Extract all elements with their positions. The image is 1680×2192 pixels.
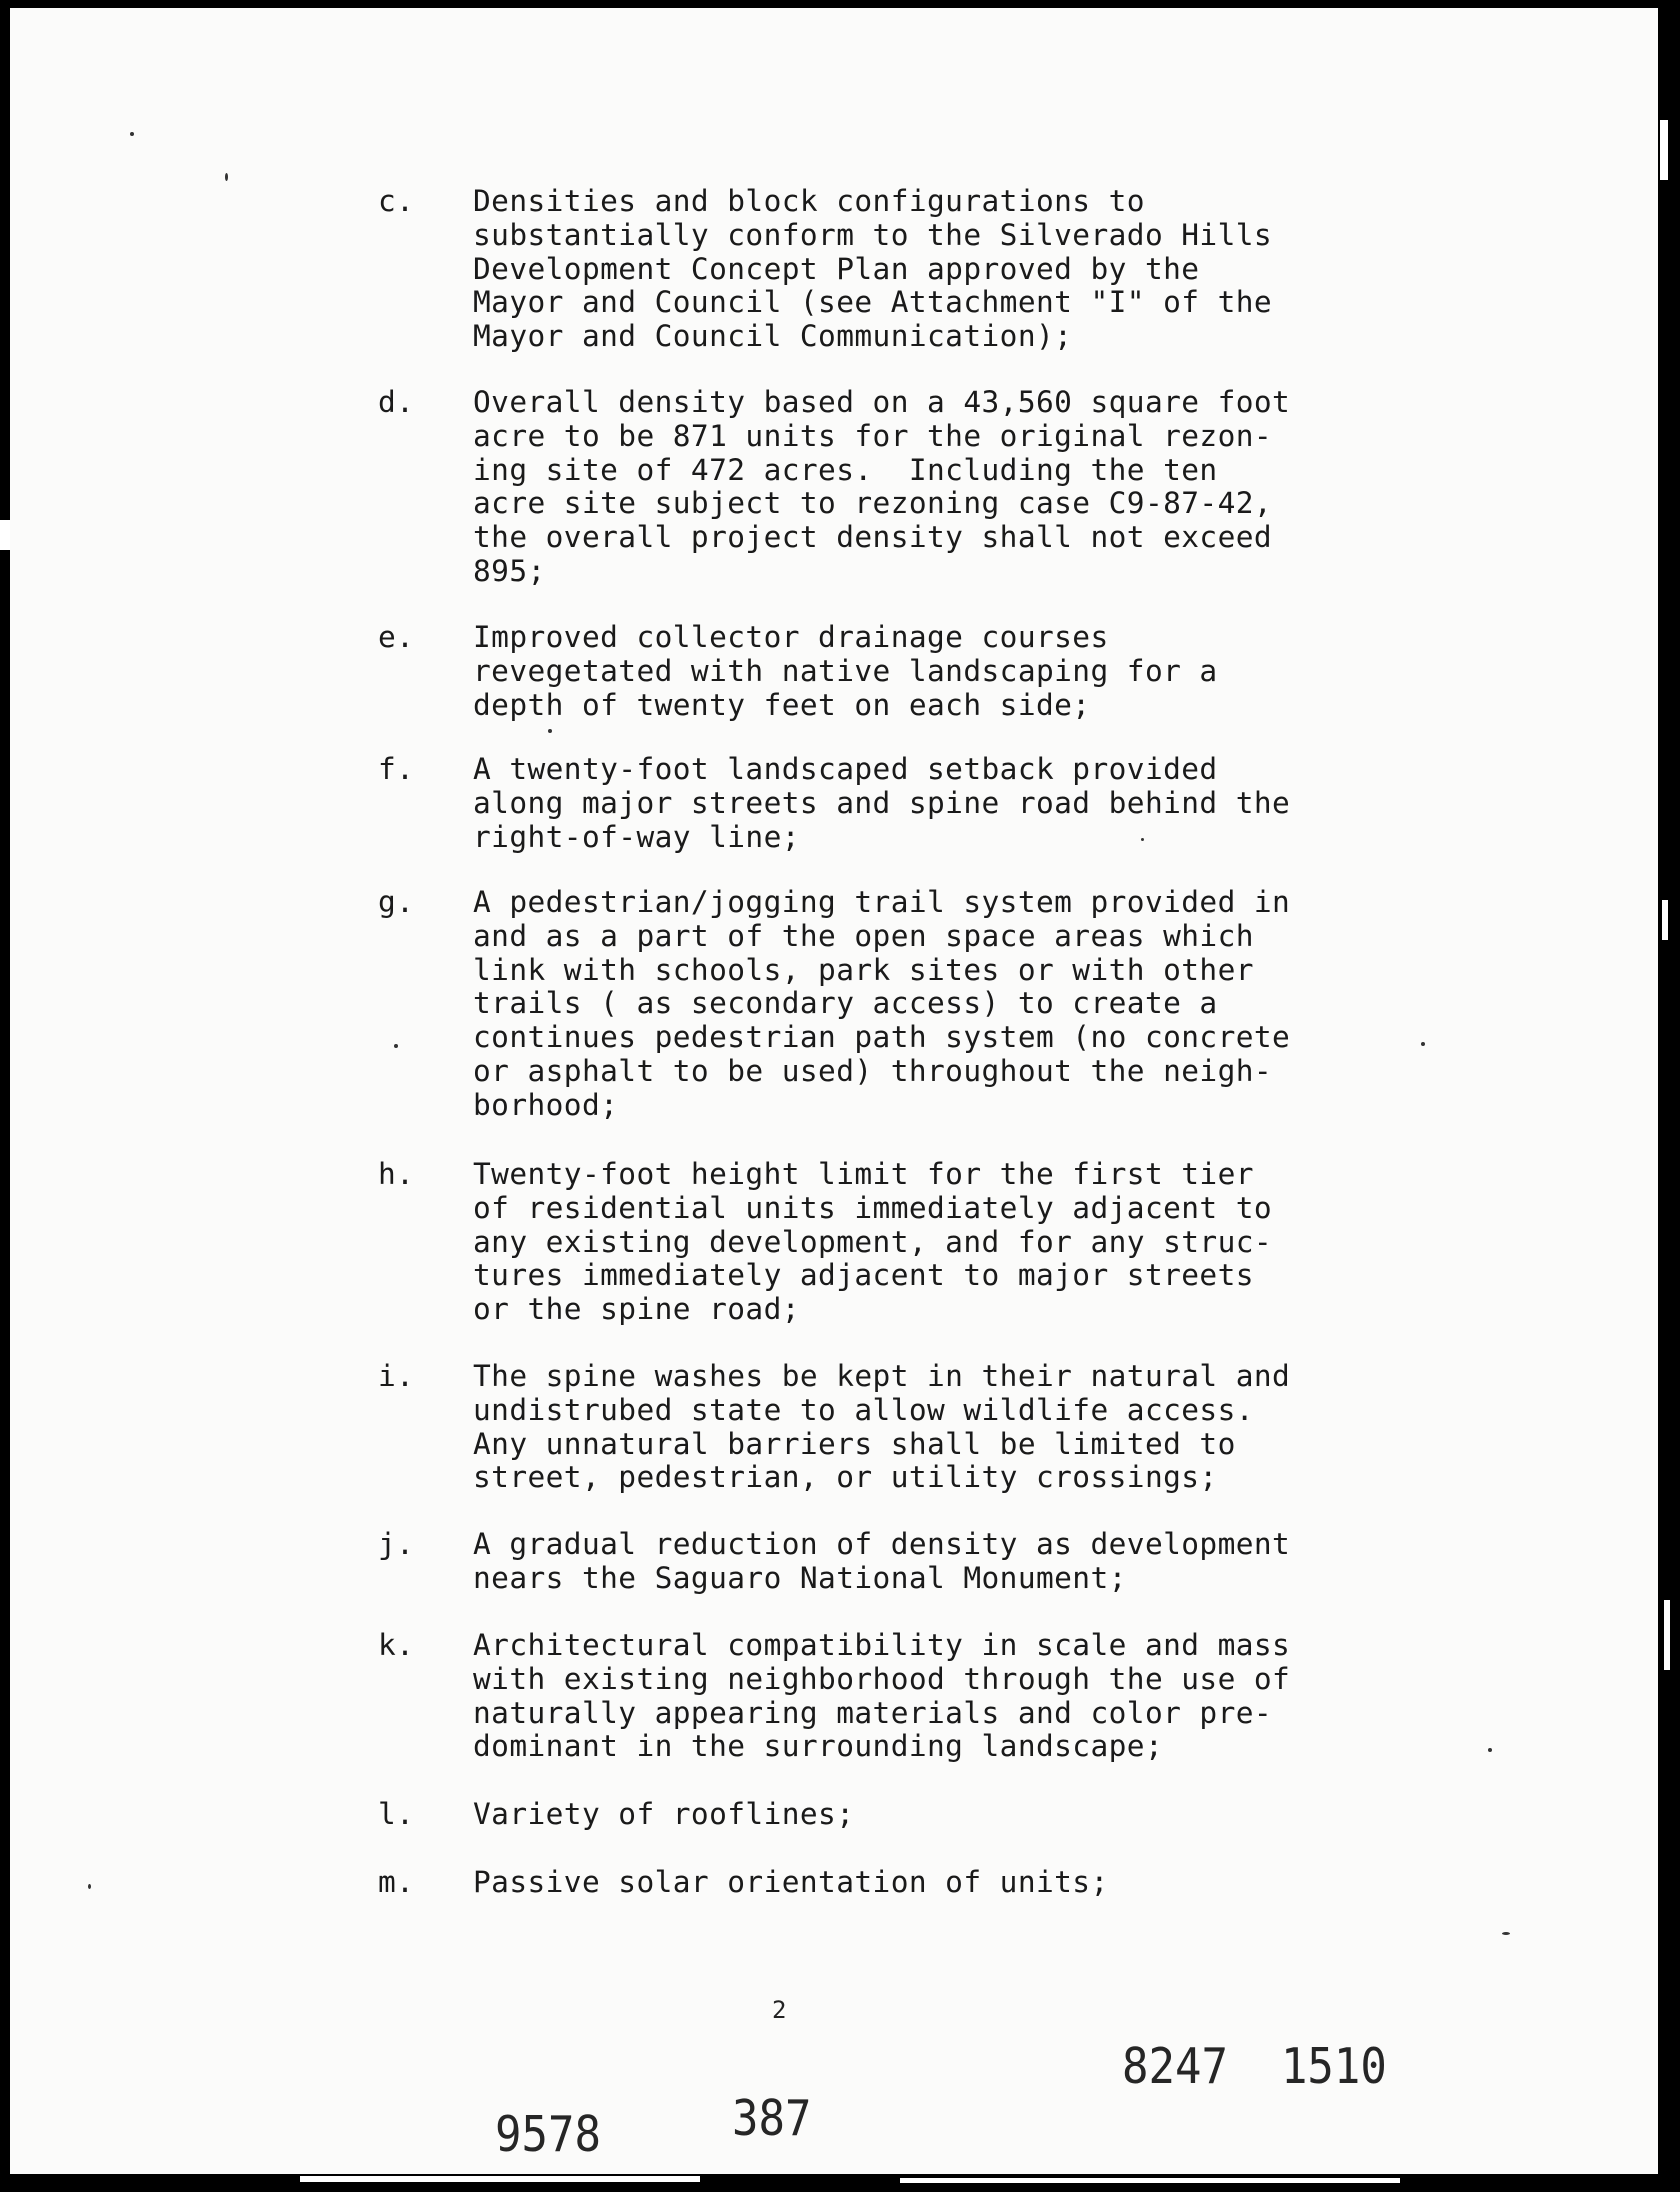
text-line: A pedestrian/jogging trail system provided in bbox=[473, 885, 1291, 919]
text-line: acre site subject to rezoning case C9-87-42, bbox=[473, 486, 1273, 521]
text-line: A twenty-foot landscaped setback provided bbox=[473, 752, 1218, 786]
text-line: ing site of 472 acres. Including the ten bbox=[473, 452, 1218, 487]
text-line: borhood; bbox=[473, 1087, 619, 1122]
text-line: any existing development, and for any struc- bbox=[473, 1224, 1273, 1259]
text-line: with existing neighborhood through the use of bbox=[473, 1661, 1291, 1696]
text-line: Development Concept Plan approved by the bbox=[473, 251, 1200, 286]
text-line: Architectural compatibility in scale and mass bbox=[473, 1628, 1291, 1662]
scan-edge-mark bbox=[1662, 900, 1668, 940]
item-text bbox=[473, 1158, 1473, 1327]
text-line: acre to be 871 units for the original rezon- bbox=[473, 418, 1273, 453]
item-text bbox=[473, 1629, 1473, 1764]
scan-speck bbox=[1141, 838, 1144, 841]
text-line: street, pedestrian, or utility crossings; bbox=[473, 1460, 1218, 1495]
text-line: A gradual reduction of density as development bbox=[473, 1527, 1291, 1561]
text-line: substantially conform to the Silverado Hills bbox=[473, 217, 1273, 252]
text-line: nears the Saguaro National Monument; bbox=[473, 1560, 1127, 1595]
scan-speck bbox=[394, 1044, 398, 1048]
text-line: naturally appearing materials and color pre- bbox=[473, 1695, 1273, 1730]
scan-speck bbox=[1502, 1932, 1510, 1935]
item-letter: k. bbox=[378, 1628, 415, 1662]
item-letter: i. bbox=[378, 1359, 415, 1393]
text-line: trails ( as secondary access) to create a bbox=[473, 986, 1218, 1021]
text-line: link with schools, park sites or with other bbox=[473, 952, 1254, 987]
item-letter: l. bbox=[378, 1797, 415, 1831]
item-letter: h. bbox=[378, 1157, 415, 1191]
text-line: of residential units immediately adjacent to bbox=[473, 1190, 1273, 1225]
scan-speck bbox=[548, 729, 552, 733]
item-text bbox=[473, 1528, 1473, 1596]
page-number: 2 bbox=[772, 1996, 787, 2024]
text-line: depth of twenty feet on each side; bbox=[473, 687, 1091, 722]
item-text bbox=[473, 185, 1473, 354]
item-text bbox=[473, 1866, 1473, 1900]
document-page bbox=[10, 8, 1658, 2174]
item-letter: f. bbox=[378, 752, 415, 786]
text-line: along major streets and spine road behind the bbox=[473, 785, 1291, 820]
text-line: the overall project density shall not exceed bbox=[473, 520, 1273, 555]
text-line: Densities and block configurations to bbox=[473, 184, 1145, 218]
scan-edge-mark bbox=[300, 2176, 700, 2182]
item-text bbox=[473, 621, 1473, 722]
item-text bbox=[473, 753, 1473, 854]
text-line: revegetated with native landscaping for a bbox=[473, 653, 1218, 688]
item-letter: d. bbox=[378, 385, 415, 419]
scan-edge-mark bbox=[0, 520, 10, 550]
text-line: tures immediately adjacent to major streets bbox=[473, 1258, 1254, 1293]
scan-speck bbox=[88, 1884, 91, 1889]
item-letter: g. bbox=[378, 885, 415, 919]
scan-edge-mark bbox=[1660, 120, 1668, 180]
text-line: Overall density based on a 43,560 square foot bbox=[473, 385, 1291, 419]
text-line: or asphalt to be used) throughout the neigh- bbox=[473, 1053, 1273, 1088]
text-line: The spine washes be kept in their natural and bbox=[473, 1359, 1291, 1393]
scan-speck bbox=[1421, 1042, 1425, 1046]
item-text bbox=[473, 1360, 1473, 1495]
scan-speck bbox=[225, 173, 228, 181]
scan-edge-mark bbox=[900, 2178, 1400, 2183]
document-stamp-left-b: 387 bbox=[732, 2090, 812, 2148]
text-line: Mayor and Council (see Attachment "I" of the bbox=[473, 285, 1273, 320]
item-letter: c. bbox=[378, 184, 415, 218]
text-line: or the spine road; bbox=[473, 1292, 800, 1327]
item-letter: m. bbox=[378, 1865, 415, 1899]
item-text bbox=[473, 886, 1473, 1123]
text-line: undistrubed state to allow wildlife access. bbox=[473, 1392, 1254, 1427]
text-line: Variety of rooflines; bbox=[473, 1797, 855, 1831]
item-letter: j. bbox=[378, 1527, 415, 1561]
text-line: Any unnatural barriers shall be limited to bbox=[473, 1426, 1236, 1461]
document-stamp-left-a: 9578 bbox=[495, 2106, 601, 2164]
scan-edge-mark bbox=[1664, 1600, 1670, 1670]
text-line: and as a part of the open space areas which bbox=[473, 918, 1254, 953]
scan-speck bbox=[1488, 1748, 1492, 1752]
text-line: right-of-way line; bbox=[473, 819, 800, 854]
text-line: dominant in the surrounding landscape; bbox=[473, 1729, 1164, 1764]
item-text bbox=[473, 386, 1473, 589]
document-stamp-right: 8247 1510 bbox=[1122, 2038, 1387, 2096]
item-letter: e. bbox=[378, 620, 415, 654]
text-line: Mayor and Council Communication); bbox=[473, 319, 1073, 354]
text-line: continues pedestrian path system (no concrete bbox=[473, 1020, 1291, 1055]
text-line: Passive solar orientation of units; bbox=[473, 1865, 1109, 1899]
item-text bbox=[473, 1798, 1473, 1832]
text-line: Twenty-foot height limit for the first tier bbox=[473, 1157, 1254, 1191]
scan-speck bbox=[130, 132, 134, 136]
text-line: Improved collector drainage courses bbox=[473, 620, 1109, 654]
text-line: 895; bbox=[473, 553, 546, 588]
